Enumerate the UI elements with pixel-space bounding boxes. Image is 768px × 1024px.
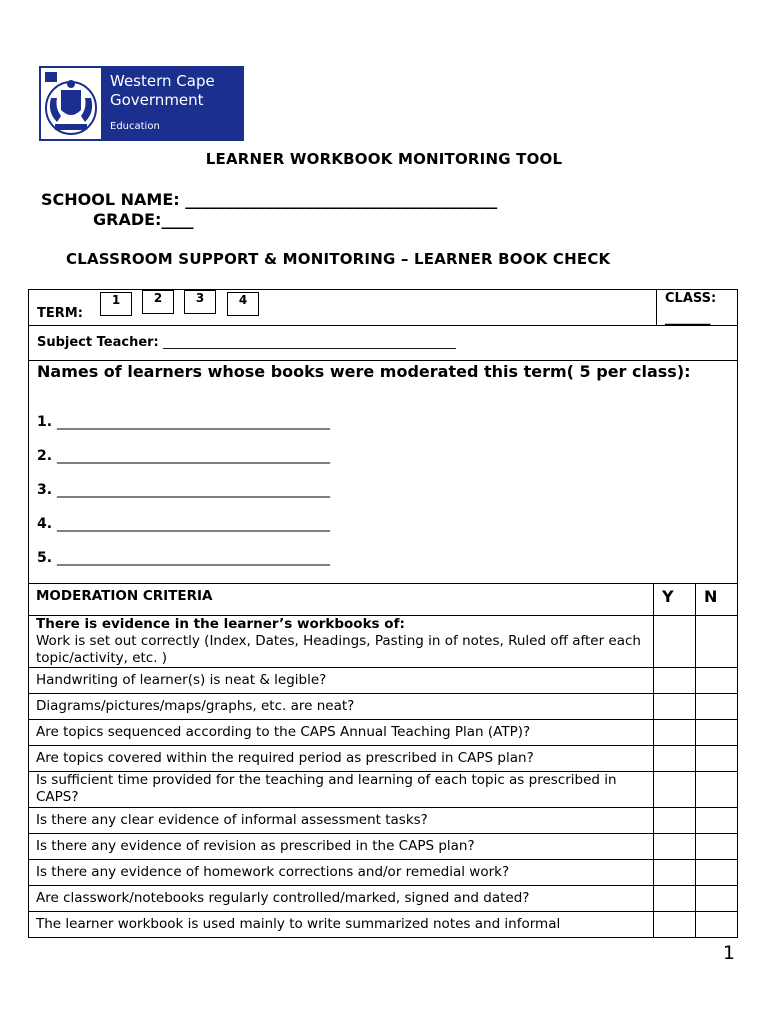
no-checkbox[interactable]	[696, 720, 738, 746]
department-name: Education	[110, 121, 160, 132]
yes-checkbox[interactable]	[654, 616, 696, 668]
criteria-item: Are topics sequenced according to the CAPS Annual Teaching Plan (ATP)?	[29, 720, 654, 746]
organisation-name	[110, 72, 215, 110]
no-checkbox[interactable]	[696, 886, 738, 912]
table-row	[29, 746, 738, 772]
subject-teacher-row	[28, 325, 738, 361]
learner-name-field[interactable]: _______________________________________	[56, 516, 330, 532]
class-field[interactable]: _______	[665, 311, 711, 326]
yes-checkbox[interactable]	[654, 668, 696, 694]
learner-name-line[interactable]	[37, 550, 330, 566]
learner-number: 5.	[37, 550, 53, 566]
criteria-header-row	[29, 584, 738, 616]
no-checkbox[interactable]	[696, 694, 738, 720]
learner-name-field[interactable]: _______________________________________	[56, 482, 330, 498]
subject-teacher-field[interactable]: _____________________________________________	[163, 335, 456, 350]
learner-name-field[interactable]: _______________________________________	[56, 414, 330, 430]
learner-name-line[interactable]	[37, 448, 330, 464]
criteria-header: MODERATION CRITERIA	[29, 584, 654, 616]
criteria-item	[29, 616, 654, 668]
no-column-header: N	[696, 584, 738, 616]
learner-number: 4.	[37, 516, 53, 532]
yes-checkbox[interactable]	[654, 834, 696, 860]
criteria-item: Is sufficient time provided for the teaching and learning of each topic as prescribed in CAPS?	[29, 772, 654, 808]
table-row	[29, 694, 738, 720]
grade-field: GRADE:____	[93, 210, 194, 229]
criteria-item: Is there any clear evidence of informal assessment tasks?	[29, 808, 654, 834]
learner-number: 1.	[37, 414, 53, 430]
criteria-item: Is there any evidence of revision as prescribed in the CAPS plan?	[29, 834, 654, 860]
no-checkbox[interactable]	[696, 808, 738, 834]
learner-number: 2.	[37, 448, 53, 464]
term-row	[28, 289, 738, 326]
school-name-field: SCHOOL NAME: _______________________________________	[41, 190, 498, 209]
table-row	[29, 616, 738, 668]
table-row	[29, 912, 738, 938]
no-checkbox[interactable]	[696, 860, 738, 886]
yes-checkbox[interactable]	[654, 860, 696, 886]
no-checkbox[interactable]	[696, 772, 738, 808]
criteria-item: Are topics covered within the required period as prescribed in CAPS plan?	[29, 746, 654, 772]
page-number: 1	[722, 942, 735, 964]
criteria-item: Diagrams/pictures/maps/graphs, etc. are neat?	[29, 694, 654, 720]
table-row	[29, 808, 738, 834]
no-checkbox[interactable]	[696, 746, 738, 772]
no-checkbox[interactable]	[696, 668, 738, 694]
org-line-1: Western Cape	[110, 72, 215, 90]
class-label: CLASS:	[665, 291, 717, 306]
yes-checkbox[interactable]	[654, 808, 696, 834]
yes-checkbox[interactable]	[654, 746, 696, 772]
term-box-2[interactable]: 2	[142, 290, 174, 314]
yes-checkbox[interactable]	[654, 912, 696, 938]
criteria-item: Handwriting of learner(s) is neat & legible?	[29, 668, 654, 694]
yes-checkbox[interactable]	[654, 720, 696, 746]
table-row	[29, 834, 738, 860]
no-checkbox[interactable]	[696, 616, 738, 668]
learner-name-line[interactable]	[37, 482, 330, 498]
document-title: LEARNER WORKBOOK MONITORING TOOL	[205, 150, 563, 168]
table-row	[29, 720, 738, 746]
table-row	[29, 668, 738, 694]
learner-names-title: Names of learners whose books were moderated this term( 5 per class):	[37, 362, 691, 381]
org-line-2: Government	[110, 91, 204, 109]
yes-checkbox[interactable]	[654, 772, 696, 808]
learner-name-line[interactable]	[37, 516, 330, 532]
learner-name-line[interactable]	[37, 414, 330, 430]
term-box-3[interactable]: 3	[184, 290, 216, 314]
no-checkbox[interactable]	[696, 912, 738, 938]
learner-name-field[interactable]: _______________________________________	[56, 550, 330, 566]
term-box-1[interactable]: 1	[100, 292, 132, 316]
criteria-item: Are classwork/notebooks regularly controlled/marked, signed and dated?	[29, 886, 654, 912]
term-box-4[interactable]: 4	[227, 292, 259, 316]
term-label: TERM:	[37, 306, 83, 321]
subject-teacher-label: Subject Teacher:	[37, 335, 159, 350]
evidence-title: There is evidence in the learner’s workbooks of:	[36, 616, 405, 632]
learner-number: 3.	[37, 482, 53, 498]
criteria-item: The learner workbook is used mainly to write summarized notes and informal	[29, 912, 654, 938]
table-row	[29, 772, 738, 808]
table-row	[29, 860, 738, 886]
yes-checkbox[interactable]	[654, 694, 696, 720]
learner-name-field[interactable]: _______________________________________	[56, 448, 330, 464]
criteria-text: Work is set out correctly (Index, Dates, Headings, Pasting in of notes, Ruled off after each topic/activity, etc. )	[36, 633, 641, 666]
yes-checkbox[interactable]	[654, 886, 696, 912]
class-cell	[656, 290, 739, 326]
western-cape-government-logo	[39, 66, 244, 141]
coat-of-arms-icon	[41, 68, 101, 139]
table-row	[29, 886, 738, 912]
no-checkbox[interactable]	[696, 834, 738, 860]
subject-teacher	[37, 335, 456, 350]
learner-names-block	[28, 360, 738, 584]
section-title: CLASSROOM SUPPORT & MONITORING – LEARNER BOOK CHECK	[66, 250, 611, 268]
criteria-item: Is there any evidence of homework corrections and/or remedial work?	[29, 860, 654, 886]
moderation-criteria-table	[28, 583, 738, 938]
yes-column-header: Y	[654, 584, 696, 616]
